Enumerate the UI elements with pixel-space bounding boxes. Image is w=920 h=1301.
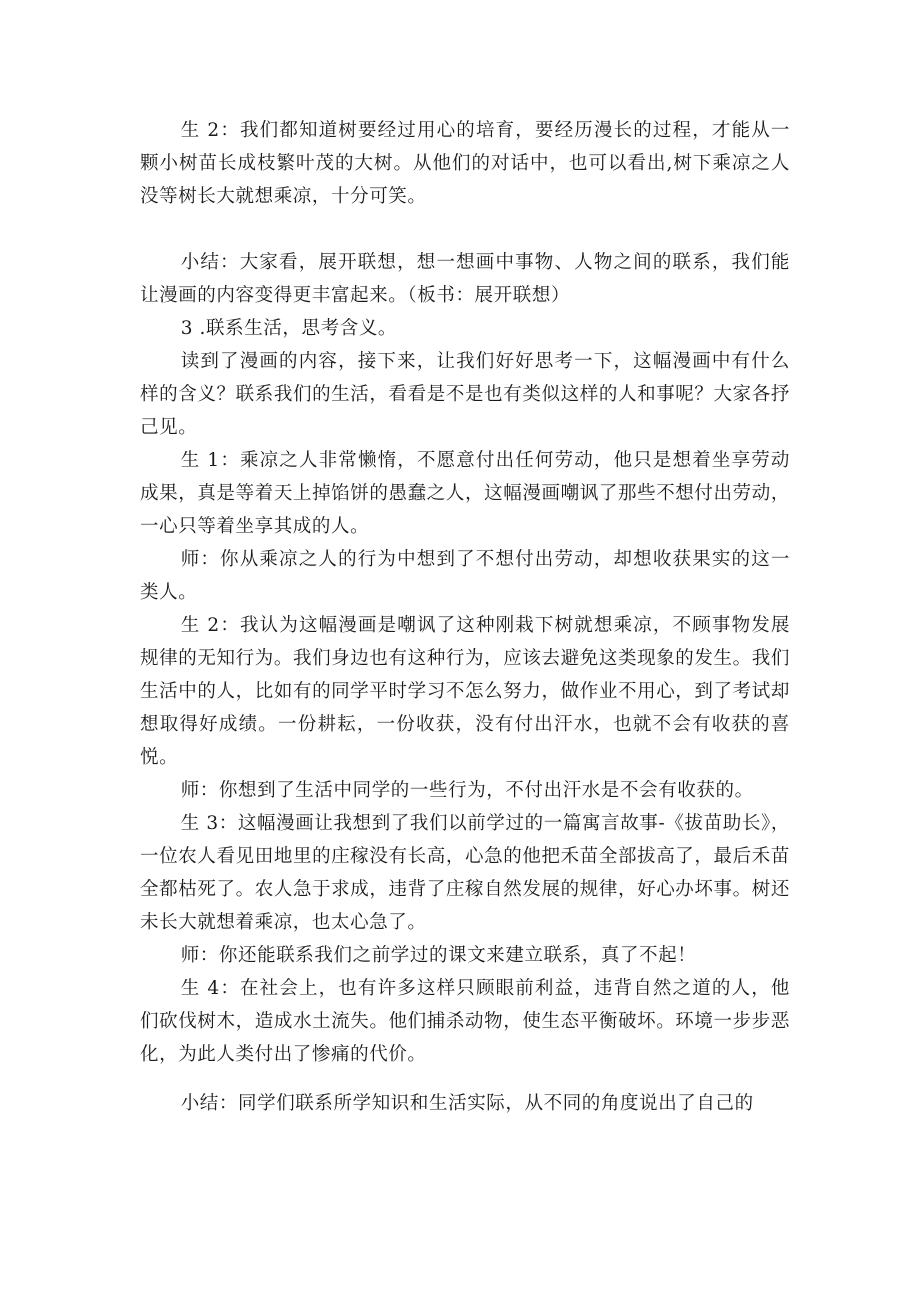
paragraph-student-1-answer: 生 1：乘凉之人非常懒惰，不愿意付出任何劳动，他只是想着坐享劳动成果，真是等着天上掉馅饼的愚蠢之人，这幅漫画嘲讽了那些不想付出劳动，一心只等着坐享其成的人。 bbox=[140, 450, 790, 537]
paragraph-teacher-response-2: 师：你想到了生活中同学的一些行为，不付出汗水是不会有收获的。 bbox=[180, 780, 754, 801]
paragraph-teacher-prompt: 读到了漫画的内容，接下来，让我们好好思考一下，这幅漫画中有什么样的含义？联系我们的生活，看看是不是也有类似这样的人和事呢？大家各抒己见。 bbox=[140, 351, 790, 438]
paragraph-summary-association: 小结：大家看，展开联想，想一想画中事物、人物之间的联系，我们能让漫画的内容变得更丰富起来。（板书：展开联想） bbox=[140, 252, 790, 306]
paragraph-summary-final: 小结：同学们联系所学知识和生活实际，从不同的角度说出了自己的 bbox=[180, 1093, 754, 1114]
paragraph-student-2-tree-growth: 生 2：我们都知道树要经过用心的培育，要经历漫长的过程，才能从一颗小树苗长成枝繁叶茂的大树。从他们的对话中，也可以看出,树下乘凉之人没等树长大就想乘凉，十分可笑。 bbox=[140, 120, 790, 207]
document-body bbox=[140, 114, 790, 1120]
paragraph-teacher-response-3: 师：你还能联系我们之前学过的课文来建立联系，真了不起！ bbox=[180, 945, 697, 966]
paragraph-student-3-answer: 生 3：这幅漫画让我想到了我们以前学过的一篇寓言故事-《拔苗助长》，一位农人看见田地里的庄稼没有长高，心急的他把禾苗全部拔高了，最后禾苗全都枯死了。农人急于求成，违背了庄稼自然发展的规律，好心办坏事。树还未长大就想着乘凉，也太心急了。 bbox=[140, 813, 790, 933]
paragraph-section-3-heading: 3 .联系生活，思考含义。 bbox=[180, 318, 398, 339]
paragraph-student-2-answer: 生 2：我认为这幅漫画是嘲讽了这种刚栽下树就想乘凉，不顾事物发展规律的无知行为。我们身边也有这种行为，应该去避免这类现象的发生。我们生活中的人，比如有的同学平时学习不怎么努力，做作业不用心，到了考试却想取得好成绩。一份耕耘，一份收获，没有付出汗水，也就不会有收获的喜悦。 bbox=[140, 615, 790, 768]
paragraph-student-4-answer: 生 4：在社会上，也有许多这样只顾眼前利益，违背自然之道的人，他们砍伐树木，造成水土流失。他们捕杀动物，使生态平衡破坏。环境一步步恶化，为此人类付出了惨痛的代价。 bbox=[140, 978, 790, 1065]
paragraph-teacher-response-1: 师：你从乘凉之人的行为中想到了不想付出劳动，却想收获果实的这一类人。 bbox=[140, 549, 790, 603]
